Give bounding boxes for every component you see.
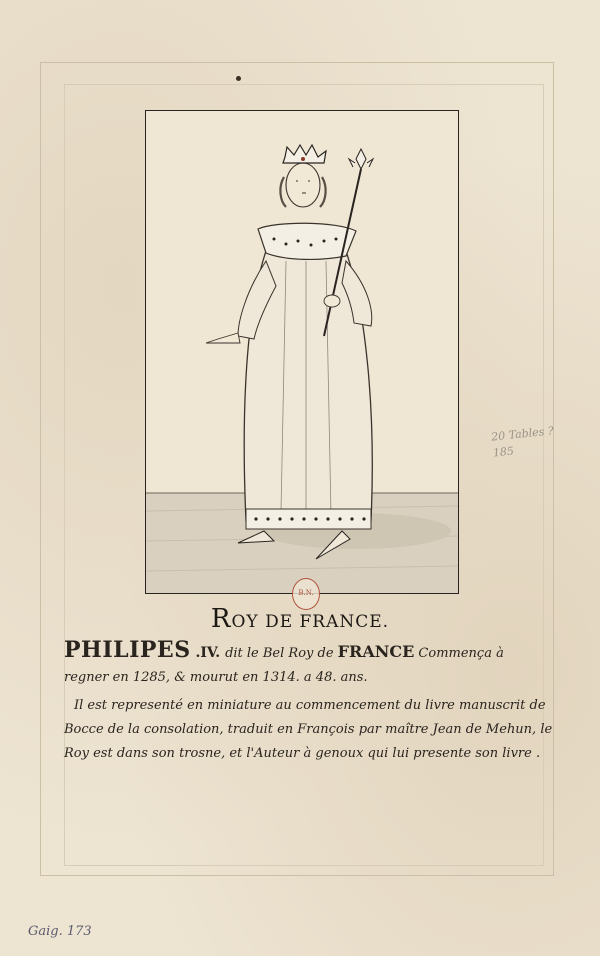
reign-start-text: Commença à (414, 646, 504, 661)
title-initial: R (210, 604, 232, 634)
king-name: PHILIPES (64, 637, 191, 663)
epithet-text: dit le Bel Roy de (225, 646, 338, 661)
caption-paragraph-1 (64, 638, 554, 690)
caption-body (64, 638, 554, 766)
portrait-frame (145, 110, 459, 594)
pinhole-mark (236, 76, 241, 81)
shelfmark-label: Gaig. 173 (28, 924, 92, 939)
king-portrait-drawing (146, 111, 458, 593)
pencil-annotation: 20 Tables ? 185 (490, 424, 555, 460)
kingdom-name: FRANCE (337, 642, 415, 661)
title-rest: OY DE FRANCE. (231, 612, 390, 632)
reign-dates-text: regner en 1285, & mourut en 1314. a 48. ans. (64, 670, 368, 685)
caption-title (0, 604, 600, 634)
caption-paragraph-2: Il est representé en miniature au commencement du livre manuscrit de Bocce de la consolation, traduit en François par maître Jean de Mehun, le Roy est dans son trosne, et l'Auteur à genoux qui lui presente son livre . (64, 698, 553, 761)
stamp-text: B.N. (298, 589, 314, 597)
regnal-number: .IV. (190, 645, 226, 661)
